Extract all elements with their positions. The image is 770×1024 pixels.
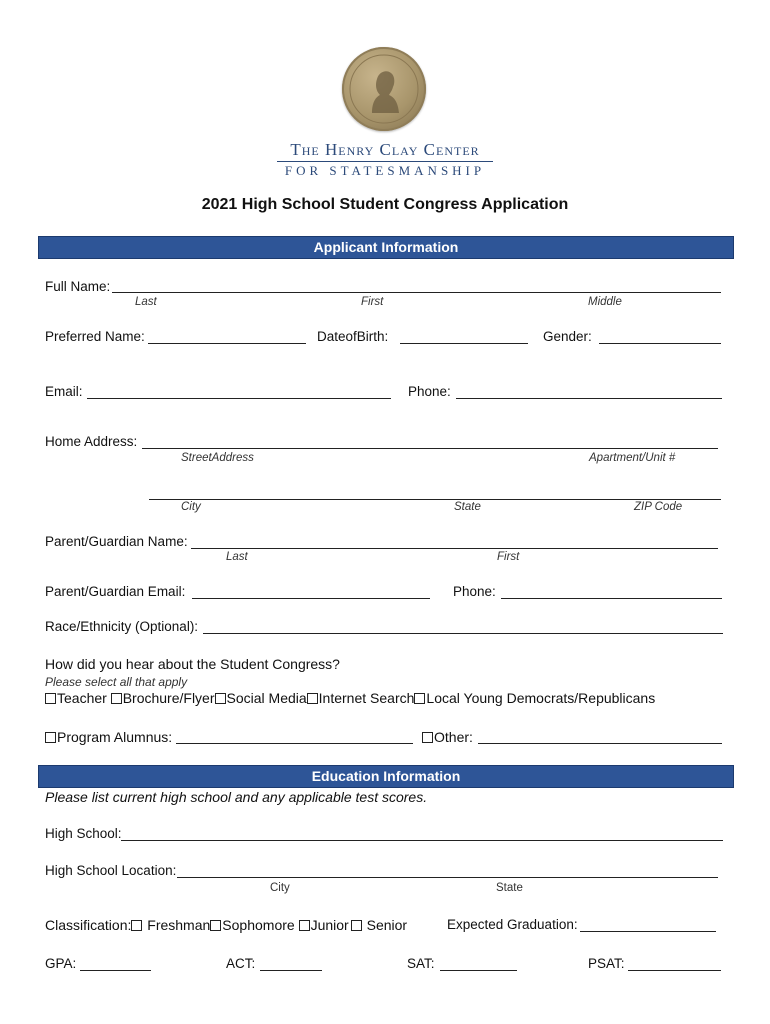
brochure-checkbox[interactable]: [111, 693, 122, 704]
alumnus-checkbox[interactable]: [45, 732, 56, 743]
alumnus-option-label: Program Alumnus:: [57, 729, 173, 745]
education-instructions: Please list current high school and any applicable test scores.: [45, 789, 428, 805]
parent-phone-field[interactable]: [501, 585, 722, 599]
hear-hint: Please select all that apply: [45, 675, 188, 689]
form-title: 2021 High School Student Congress Application: [201, 196, 569, 213]
parent-name-label: Parent/Guardian Name:: [45, 534, 188, 549]
dob-label: DateofBirth:: [317, 329, 389, 344]
zip-caption: ZIP Code: [634, 501, 683, 513]
internet-search-checkbox[interactable]: [307, 693, 318, 704]
junior-checkbox[interactable]: [299, 920, 310, 931]
home-address-label: Home Address:: [45, 434, 138, 449]
gender-label: Gender:: [543, 329, 592, 344]
teacher-option-label: Teacher: [57, 690, 111, 706]
city-state-zip-field[interactable]: [149, 486, 721, 500]
parent-email-field[interactable]: [192, 585, 430, 599]
street-address-field[interactable]: [142, 435, 718, 449]
freshman-label: Freshman: [143, 917, 211, 933]
logo-text-top: The Henry Clay Center: [290, 140, 480, 159]
gender-field[interactable]: [599, 330, 721, 344]
preferred-name-field[interactable]: [148, 330, 306, 344]
expected-graduation-label: Expected Graduation:: [447, 917, 578, 932]
hear-options-row: [45, 690, 655, 706]
sat-label: SAT:: [407, 956, 435, 971]
parent-last-caption: Last: [226, 551, 248, 563]
logo-divider: [277, 161, 493, 162]
social-media-option-label: Social Media: [226, 690, 307, 706]
psat-label: PSAT:: [588, 956, 625, 971]
high-school-field[interactable]: [121, 827, 723, 841]
senior-label: Senior: [362, 917, 408, 933]
other-checkbox[interactable]: [422, 732, 433, 743]
sophomore-label: Sophomore: [222, 917, 299, 933]
act-field[interactable]: [260, 957, 322, 971]
city-caption: City: [181, 501, 201, 513]
parent-first-caption: First: [497, 551, 520, 563]
sophomore-checkbox[interactable]: [210, 920, 221, 931]
full-name-last-caption: Last: [135, 296, 157, 308]
classification-label: Classification:: [45, 917, 132, 933]
location-state-caption: State: [496, 882, 523, 894]
email-label: Email:: [45, 384, 83, 399]
race-label: Race/Ethnicity (Optional):: [45, 619, 199, 634]
classification-row: [45, 917, 407, 933]
state-caption: State: [454, 501, 481, 513]
parent-email-label: Parent/Guardian Email:: [45, 584, 186, 599]
hear-question: How did you hear about the Student Congress?: [45, 656, 340, 672]
expected-graduation-field[interactable]: [580, 918, 716, 932]
other-option: [422, 729, 473, 745]
henry-clay-seal-logo: [342, 47, 426, 131]
alumnus-field[interactable]: [176, 730, 413, 744]
local-young-democrats-option-label: Local Young Democrats/Republicans: [426, 690, 656, 706]
parent-phone-label: Phone:: [453, 584, 496, 599]
full-name-first-caption: First: [361, 296, 384, 308]
parent-name-field[interactable]: [191, 535, 718, 549]
email-field[interactable]: [87, 385, 391, 399]
high-school-location-field[interactable]: [177, 864, 718, 878]
phone-label: Phone:: [408, 384, 451, 399]
internet-search-option-label: Internet Search: [318, 690, 415, 706]
section-header-applicant: Applicant Information: [38, 236, 734, 259]
psat-field[interactable]: [628, 957, 721, 971]
logo-text-bottom: FOR STATESMANSHIP: [284, 163, 486, 178]
race-field[interactable]: [203, 620, 723, 634]
full-name-field[interactable]: [112, 279, 721, 293]
other-option-label: Other:: [434, 729, 473, 745]
alumnus-option: [45, 729, 172, 745]
location-city-caption: City: [270, 882, 290, 894]
preferred-name-label: Preferred Name:: [45, 329, 145, 344]
high-school-location-label: High School Location:: [45, 863, 177, 878]
phone-field[interactable]: [456, 385, 722, 399]
social-media-checkbox[interactable]: [215, 693, 226, 704]
junior-label: Junior: [310, 917, 349, 933]
senior-checkbox[interactable]: [351, 920, 362, 931]
full-name-middle-caption: Middle: [588, 296, 622, 308]
other-field[interactable]: [478, 730, 722, 744]
teacher-checkbox[interactable]: [45, 693, 56, 704]
sat-field[interactable]: [440, 957, 517, 971]
full-name-label: Full Name:: [45, 279, 111, 294]
high-school-label: High School:: [45, 826, 122, 841]
gpa-label: GPA:: [45, 956, 77, 971]
apt-caption: Apartment/Unit #: [589, 452, 676, 464]
act-label: ACT:: [226, 956, 256, 971]
section-header-education: Education Information: [38, 765, 734, 788]
street-address-caption: StreetAddress: [181, 452, 254, 464]
brochure-option-label: Brochure/Flyer: [122, 690, 215, 706]
gpa-field[interactable]: [80, 957, 151, 971]
freshman-checkbox[interactable]: [131, 920, 142, 931]
dob-field[interactable]: [400, 330, 528, 344]
local-young-democrats-checkbox[interactable]: [414, 693, 425, 704]
